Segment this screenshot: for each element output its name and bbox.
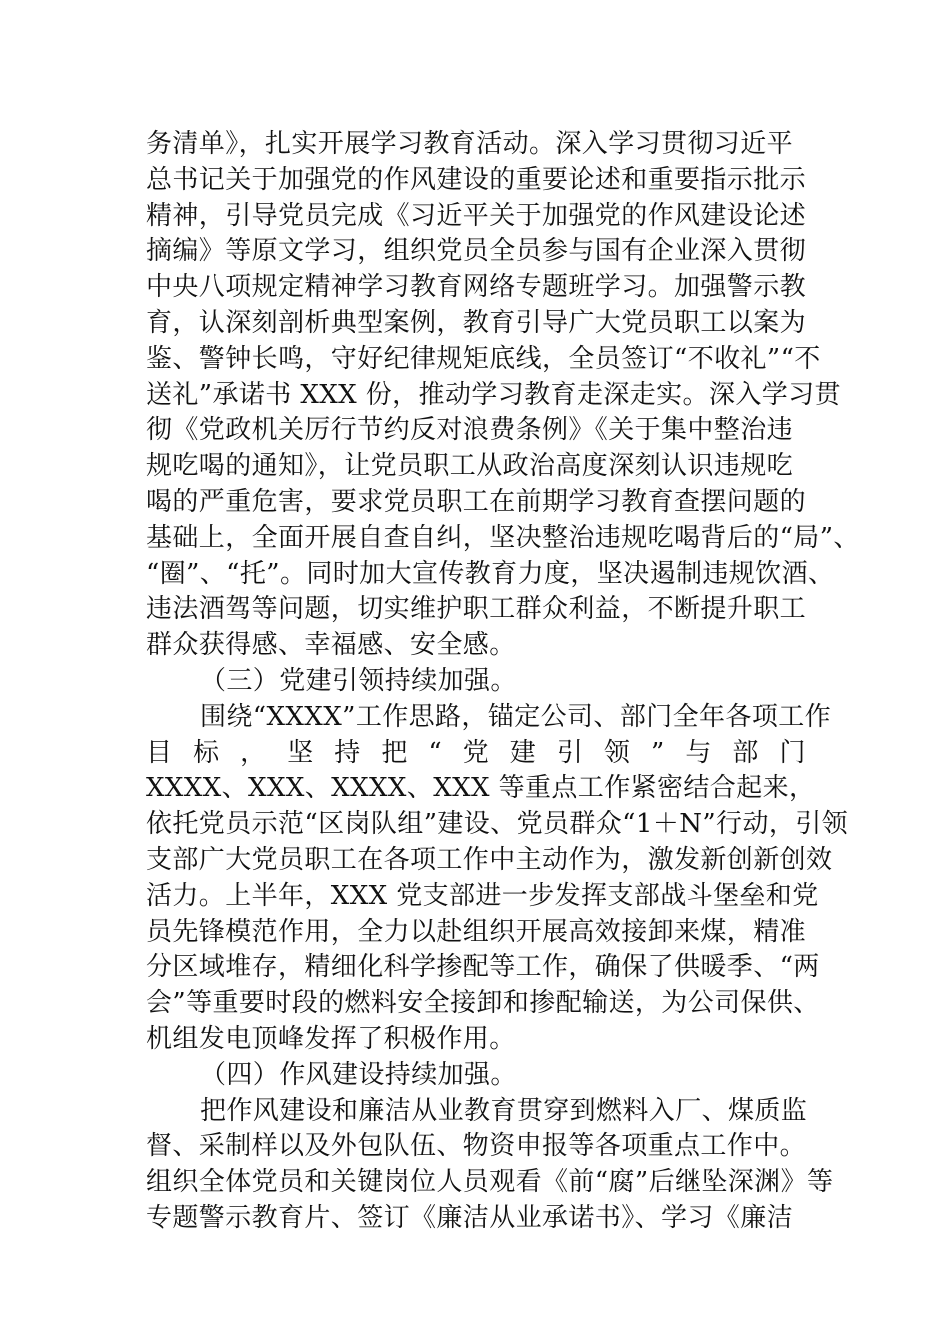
spaced-char: 建 <box>509 737 537 768</box>
text-line: 活力。上半年，XXX 党支部进一步发挥支部战斗堡垒和党 <box>146 880 819 911</box>
section-heading-3: （三）党建引领持续加强。 <box>200 665 517 696</box>
text-line: 组织全体党员和关键岗位人员观看《前“腐”后继坠深渊》等 <box>146 1167 834 1198</box>
spaced-char: 与 <box>685 737 712 768</box>
text-line: 规吃喝的通知》，让党员职工从政治高度深刻认识违规吃 <box>146 451 794 482</box>
text-line: 督、采制样以及外包队伍、物资申报等各项重点工作中。 <box>146 1131 807 1162</box>
text-line: XXXX、XXX、XXXX、XXX 等重点工作紧密结合起来， <box>146 773 816 804</box>
text-line: 分区域堆存，精细化科学掺配等工作，确保了供暖季、“两 <box>146 952 820 983</box>
spaced-char: 门 <box>779 737 806 768</box>
spaced-char: ” <box>650 737 665 768</box>
spaced-char: 部 <box>732 737 759 768</box>
text-line: 群众获得感、幸福感、安全感。 <box>146 630 516 661</box>
text-line: 务清单》，扎实开展学习教育活动。深入学习贯彻习近平 <box>146 129 794 159</box>
document-body <box>146 127 860 1237</box>
spaced-char: 领 <box>603 737 631 768</box>
justified-text-line <box>146 736 806 772</box>
spaced-char: 目 <box>146 737 173 768</box>
text-line: 彻《党政机关厉行节约反对浪费条例》《关于集中整治违 <box>146 415 794 446</box>
text-line: 摘编》等原文学习，组织党员全员参与国有企业深入贯彻 <box>146 236 807 267</box>
text-line: 育，认深刻剖析典型案例，教育引导广大党员职工以案为 <box>146 307 807 338</box>
text-line: 基础上，全面开展自查自纠，坚决整治违规吃喝背后的“局”、 <box>146 522 860 553</box>
text-line: “圈”、“托”。同时加大宣传教育力度，坚决遏制违规饮酒、 <box>146 558 835 589</box>
text-line: 员先锋模范作用，全力以赴组织开展高效接卸来煤，精准 <box>146 916 807 947</box>
spaced-char: “ <box>428 737 443 768</box>
spaced-char: 把 <box>381 737 408 768</box>
spaced-char: ， <box>240 737 267 768</box>
text-line: 机组发电顶峰发挥了积极作用。 <box>146 1023 516 1054</box>
text-line: 会”等重要时段的燃料安全接卸和掺配输送，为公司保供、 <box>146 988 820 1019</box>
spaced-char: 持 <box>334 737 361 768</box>
text-line: 总书记关于加强党的作风建设的重要论述和重要指示批示 <box>146 164 807 195</box>
text-line: 围绕“XXXX”工作思路，锚定公司、部门全年各项工作 <box>200 701 832 732</box>
text-line: 精神，引导党员完成《习近平关于加强党的作风建设论述 <box>146 200 807 231</box>
spaced-char: 引 <box>556 737 584 768</box>
text-line: 支部广大党员职工在各项工作中主动作为，激发新创新创效 <box>146 844 833 875</box>
section-heading-4: （四）作风建设持续加强。 <box>200 1059 517 1090</box>
text-line: 喝的严重危害，要求党员职工在前期学习教育查摆问题的 <box>146 486 807 517</box>
text-line: 鉴、警钟长鸣，守好纪律规矩底线，全员签订“不收礼”“不 <box>146 343 821 374</box>
text-line: 中央八项规定精神学习教育网络专题班学习。加强警示教 <box>146 272 807 303</box>
spaced-char: 坚 <box>287 737 314 768</box>
text-line: 违法酒驾等问题，切实维护职工群众利益，不断提升职工 <box>146 594 807 625</box>
spaced-char: 党 <box>462 737 490 768</box>
text-line: 依托党员示范“区岗队组”建设、党员群众“1＋N”行动，引领 <box>146 809 849 840</box>
text-line: 送礼”承诺书 XXX 份，推动学习教育走深走实。深入学习贯 <box>146 379 841 410</box>
text-line: 专题警示教育片、签订《廉洁从业承诺书》、学习《廉洁 <box>146 1202 794 1233</box>
text-line: 把作风建设和廉洁从业教育贯穿到燃料入厂、煤质监 <box>200 1095 808 1126</box>
spaced-char: 标 <box>193 737 220 768</box>
